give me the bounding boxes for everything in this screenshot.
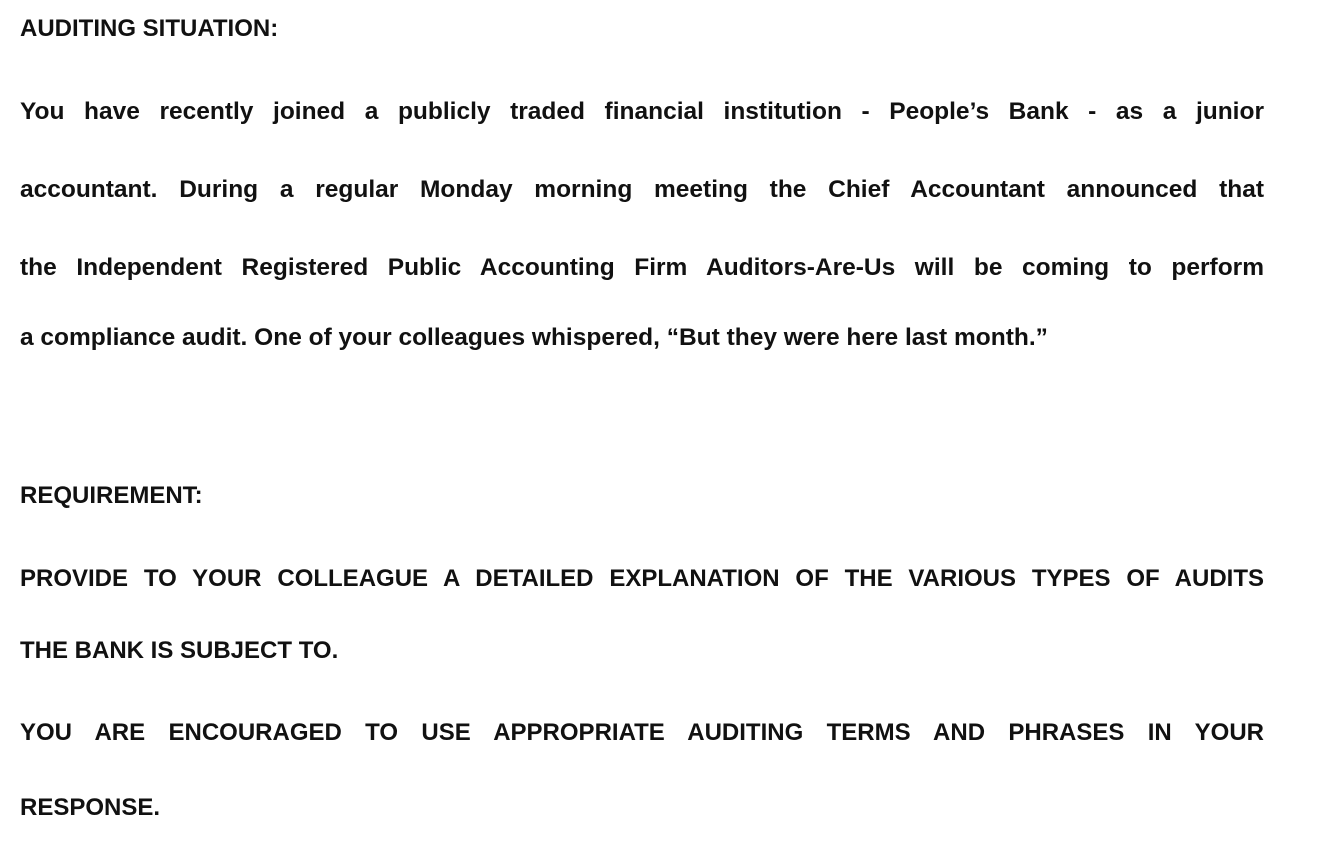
situation-line-4: a compliance audit. One of your colleagues whispered, “But they were here last month.” <box>20 324 1048 351</box>
situation-line-1: You have recently joined a publicly traded financial institution - People’s Bank - as a junior <box>20 98 1264 125</box>
requirement-line-1: PROVIDE TO YOUR COLLEAGUE A DETAILED EXPLANATION OF THE VARIOUS TYPES OF AUDITS <box>20 565 1264 592</box>
requirement-heading: REQUIREMENT: <box>20 482 203 509</box>
situation-line-2: accountant. During a regular Monday morning meeting the Chief Accountant announced that <box>20 176 1264 203</box>
situation-heading: AUDITING SITUATION: <box>20 15 279 42</box>
requirement-line-2: THE BANK IS SUBJECT TO. <box>20 637 339 664</box>
requirement-line-3: YOU ARE ENCOURAGED TO USE APPROPRIATE AUDITING TERMS AND PHRASES IN YOUR <box>20 719 1264 746</box>
requirement-line-4: RESPONSE. <box>20 794 161 821</box>
situation-line-3: the Independent Registered Public Accounting Firm Auditors-Are-Us will be coming to perform <box>20 254 1264 281</box>
